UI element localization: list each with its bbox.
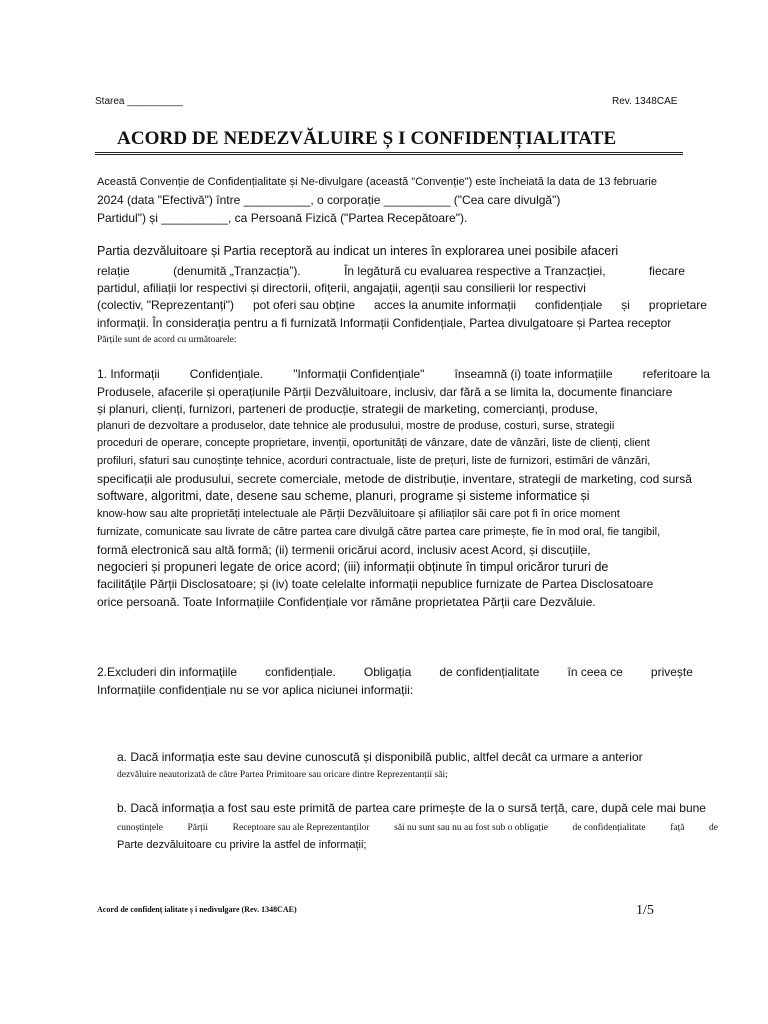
para1-line-6: Părțile sunt de acord cu următoarele: [97, 335, 237, 345]
s1-line-8: software, algoritmi, date, desene sau scheme, planuri, programe și sisteme informatice și [97, 489, 590, 503]
item-b-l2-w2: Părții [187, 823, 209, 833]
s2-l1-w5: în ceea ce [567, 665, 623, 679]
item-b-l2-w4: săi nu sunt sau nu au fost sub o obligație [394, 823, 548, 833]
s2-l1-w1: 2.Excluderi din informațiile [97, 665, 238, 679]
s2-line-2: Informațiile confidențiale nu se vor aplica niciunei informații: [97, 683, 414, 697]
s1-line-4: planuri de dezvoltare a produselor, date tehnice ale produsului, mostre de produse, costuri, surse, strategii [97, 420, 615, 432]
s1-line-9: know-how sau alte proprietăți intelectuale ale Părții Dezvăluitoare și afiliaților săi care pot fi în orice moment [97, 508, 620, 520]
s2-l1-w2: confidențiale. [265, 665, 336, 679]
para1-l4-w4: confidențiale [534, 298, 603, 312]
para1-l4-w5: și [621, 298, 630, 312]
s1-line-13: facilitățile Părții Disclosatoare; și (iv) toate celelalte informații nepublice furnizate de Partea Disclosatoare [97, 577, 654, 591]
s1-line-14: orice persoană. Toate Informațiile Confidențiale vor rămâne proprietatea Părții care Dezvăluie. [97, 595, 596, 609]
s1-line-11: formă electronică sau altă formă; (ii) termenii oricărui acord, inclusiv acest Acord, și discuțiile, [97, 543, 591, 557]
s1-line-10: furnizate, comunicate sau livrate de către partea care divulgă către partea care primește, fie în mod oral, fie tangibil, [97, 526, 661, 538]
s2-l1-w6: privește [650, 665, 693, 679]
s1-line-12: negocieri și propuneri legate de orice acord; (iii) informații obținute în timpul oricăror tururi de [97, 560, 609, 574]
item-b-line-1: b. Dacă informația a fost sau este primită de partea care primește de la o sursă terță, care, după cele mai bune [117, 801, 706, 815]
item-a-line-1: a. Dacă informația este sau devine cunoscută și disponibilă public, altfel decât ca urmare a anterior [117, 750, 643, 764]
s2-l1-w3: Obligația [363, 665, 412, 679]
s2-line-1 [97, 665, 693, 679]
state-field: Starea __________ [95, 96, 183, 107]
para1-line-3: partidul, afiliații lor respectivi și directorii, ofițerii, angajații, agenții sau consilierii lor respectivi [97, 281, 586, 295]
footer-text: Acord de confidenț ialitate ș i nedivulgare (Rev. 1348CAE) [97, 905, 297, 914]
item-b-l2-w7: de [709, 823, 718, 833]
s1-line-5: proceduri de operare, concepte proprietare, invenții, oportunități de vânzare, date de vânzări, liste de clienți, client [97, 437, 650, 449]
intro-line-1: Această Convenție de Confidențialitate și Ne-divulgare (această "Convenție") este încheiată la data de 13 februarie [97, 176, 657, 188]
s1-l1-w2: Confidențiale. [189, 367, 264, 381]
para1-l2-w1: relație [97, 264, 130, 278]
item-b-line-2 [117, 821, 718, 835]
para1-l4-w6: proprietare [648, 298, 707, 312]
s1-line-6: profiluri, sfaturi sau cunoștințe tehnice, acorduri contractuale, liste de prețuri, liste de furnizori, estimări de vânzări, [97, 455, 651, 467]
para1-l2-w3: În legătură cu evaluarea respective a Tranzacției, [344, 264, 606, 278]
para1-line-4 [97, 298, 707, 312]
para1-l4-w2: pot oferi sau obține [252, 298, 356, 312]
intro-line-3: Partidul") și __________, ca Persoană Fizică ("Partea Recepătoare"). [97, 211, 468, 225]
item-b-line-3: Parte dezvăluitoare cu privire la astfel de informații; [117, 839, 367, 851]
s1-line-2: Produsele, afacerile și operațiunile Părții Dezvăluitoare, inclusiv, dar fără a se limita la, documente financiare [97, 385, 673, 399]
s1-l1-w4: înseamnă (i) toate informațiile [454, 367, 613, 381]
para1-line-5: informații. În considerația pentru a fi furnizată Informații Confidențiale, Partea divulgatoare și Partea receptor [97, 316, 672, 330]
item-b-l2-w6: față [670, 823, 685, 833]
para1-l2-w4: fiecare [648, 264, 685, 278]
para1-l2-w2: (denumită „Tranzacția”). [173, 264, 301, 278]
s1-line-1 [97, 367, 710, 381]
s1-l1-w5: referitoare la [642, 367, 710, 381]
para1-l4-w3: acces la anumite informații [373, 298, 517, 312]
item-b-l2-w3: Receptoare sau ale Reprezentanților [232, 823, 370, 833]
s1-l1-w1: 1. Informații [97, 367, 160, 381]
title-rule [95, 152, 683, 155]
item-a-line-2: dezvăluire neautorizată de către Partea Primitoare sau oricare dintre Reprezentanții săi; [117, 770, 448, 780]
document-title: ACORD DE NEDEZVĂLUIRE Ș I CONFIDENȚIALITATE [117, 128, 617, 149]
item-b-l2-w1: cunoștințele [117, 823, 163, 833]
para1-line-2 [97, 264, 685, 278]
s2-l1-w4: de confidențialitate [439, 665, 540, 679]
para1-line-1: Partia dezvăluitoare și Partia receptoră au indicat un interes în explorarea unei posibile afaceri [97, 244, 619, 258]
para1-l4-w1: (colectiv, "Reprezentanți") [97, 298, 235, 312]
item-b-l2-w5: de confidențialitate [572, 823, 646, 833]
intro-line-2: 2024 (data "Efectivă") între __________, o corporație __________ ("Cea care divulgă") [97, 193, 561, 207]
revision-label: Rev. 1348CAE [612, 96, 678, 107]
page-number: 1/5 [636, 903, 654, 918]
s1-line-3: și planuri, clienți, furnizori, parteneri de producție, strategii de marketing, comercianți, produse, [97, 402, 598, 416]
s1-l1-w3: "Informații Confidențiale" [293, 367, 425, 381]
s1-line-7: specificații ale produsului, secrete comerciale, metode de distribuție, inventare, strategii de marketing, cod sursă [97, 472, 692, 486]
